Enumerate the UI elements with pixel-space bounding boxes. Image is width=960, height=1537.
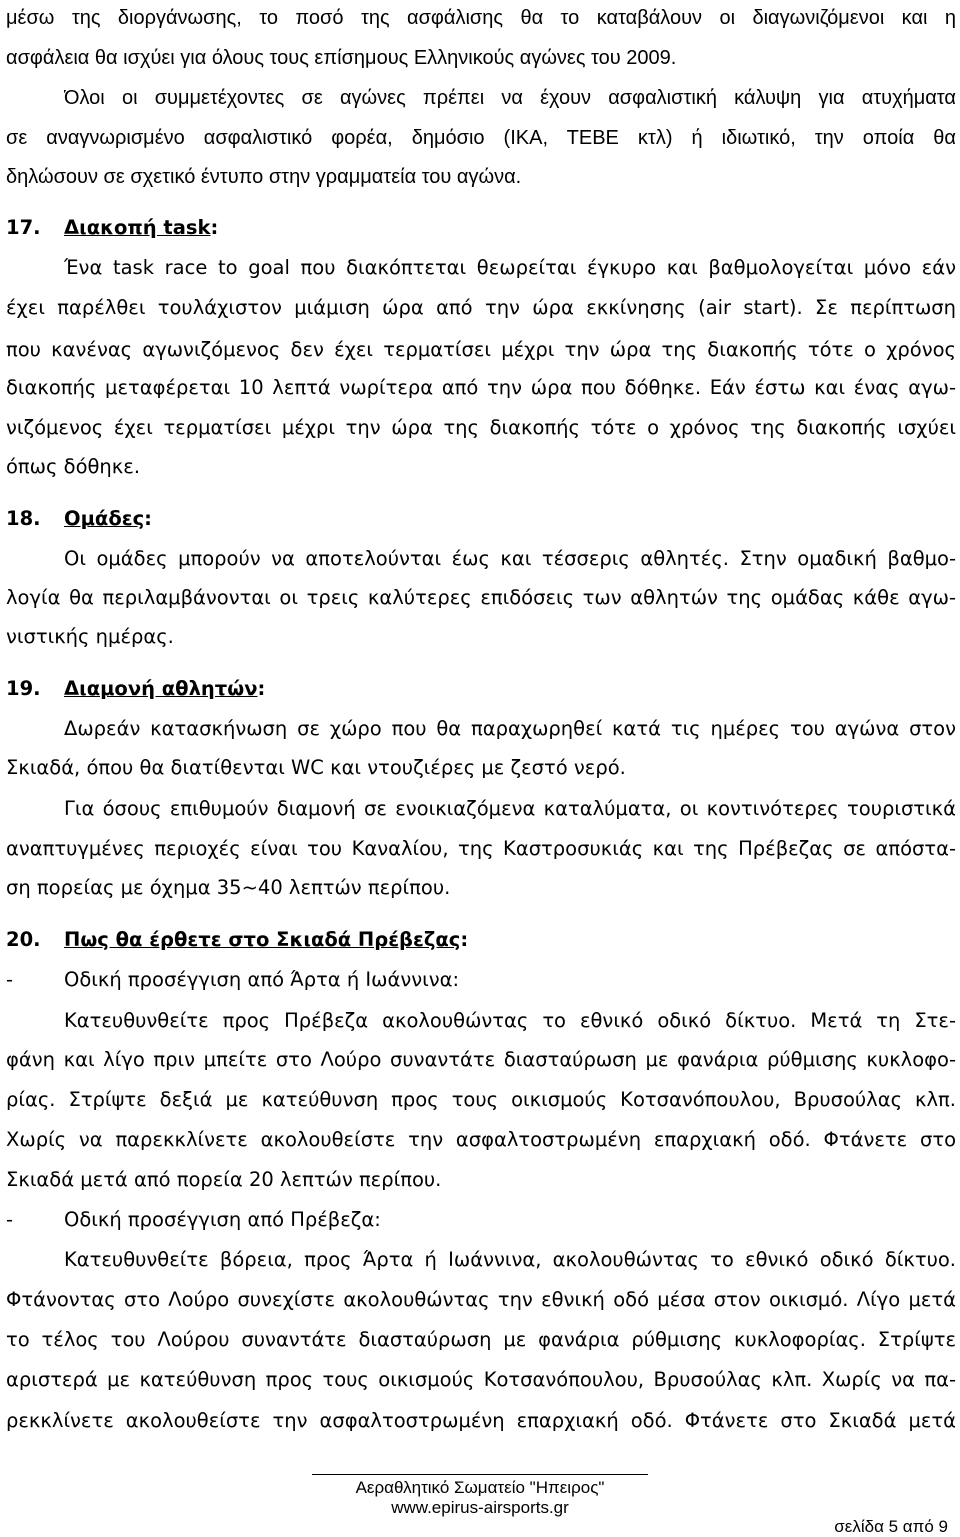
intro-line-2: ασφάλεια θα ισχύει για όλους τους επίσημους Ελληνικούς αγώνες του 2009.	[6, 47, 677, 69]
route-preveza-line-2: Φτάνοντας στο Λούρο συνεχίστε ακολουθώντας την εθνική οδό μέσα στον οικισμό. Λίγο μετά	[6, 1288, 956, 1311]
route-preveza-line-3: το τέλος του Λούρου συναντάτε διασταύρωση με φανάρια ρύθμισης κυκλοφορίας. Στρίψτε	[6, 1328, 956, 1351]
section-title: Διαμονή αθλητών	[64, 677, 258, 700]
route-arta-line-5: Σκιαδά μετά από πορεία 20 λεπτών περίπου.	[6, 1168, 442, 1191]
section-18-heading: 18. Ομάδες:	[6, 507, 152, 530]
intro-line-5: δηλώσουν σε σχετικό έντυπο στην γραμματεία του αγώνα.	[6, 166, 522, 188]
s19-line-4: αναπτυγμένες περιοχές είναι του Καναλίου, της Καστροσυκιάς και της Πρέβεζας σε απόστα-	[6, 837, 956, 860]
route-arta-line-3: ρίας. Στρίψτε δεξιά με κατεύθυνση προς τους οικισμούς Κοτσανόπουλου, Βρυσούλας κλπ.	[6, 1088, 956, 1111]
section-17-heading: 17. Διακοπή task:	[6, 216, 219, 239]
section-number: 20.	[6, 928, 41, 951]
route-preveza-line-4: αριστερά με κατεύθυνση προς τους οικισμούς Κοτσανόπουλου, Βρυσούλας κλπ. Χωρίς να πα-	[6, 1368, 956, 1391]
route-arta-heading: - Οδική προσέγγιση από Άρτα ή Ιωάννινα:	[6, 968, 460, 991]
s18-line-2: λογία θα περιλαμβάνονται οι τρεις καλύτερες επιδόσεις των αθλητών της ομάδας κάθε αγω-	[6, 586, 956, 609]
s17-line-5: νιζόμενος έχει τερματίσει μέχρι την ώρα της διακοπής τότε ο χρόνος της διακοπής ισχύει	[6, 416, 956, 439]
route-arta-line-1: Κατευθυνθείτε προς Πρέβεζα ακολουθώντας το εθνικό οδικό δίκτυο. Μετά τη Στε-	[64, 1009, 956, 1032]
s18-line-1: Οι ομάδες μπορούν να αποτελούνται έως και τέσσερις αθλητές. Στην ομαδική βαθμο-	[64, 547, 956, 570]
s19-line-2: Σκιαδά, όπου θα διατίθενται WC και ντουζιέρες με ζεστό νερό.	[6, 756, 626, 779]
section-20-heading: 20. Πως θα έρθετε στο Σκιαδά Πρέβεζας:	[6, 928, 469, 951]
s19-line-3: Για όσους επιθυμούν διαμονή σε ενοικιαζόμενα καταλύματα, οι κοντινότερες τουριστικά	[64, 797, 956, 820]
s17-line-2: έχει παρέλθει τουλάχιστον μιάμιση ώρα από την ώρα εκκίνησης (air start). Σε περίπτωση	[6, 296, 956, 319]
footer-website-link[interactable]: www.epirus-airsports.gr	[391, 1498, 569, 1517]
s18-line-3: νιστικής ημέρας.	[6, 625, 174, 648]
s17-line-1: Ένα task race to goal που διακόπτεται θεωρείται έγκυρο και βαθμολογείται μόνο εάν	[64, 256, 956, 279]
route-arta-line-4: Χωρίς να παρεκκλίνετε ακολουθείστε την ασφαλτοστρωμένη επαρχιακή οδό. Φτάνετε στο	[6, 1128, 956, 1151]
section-number: 19.	[6, 677, 41, 700]
footer-club-name: Αεραθλητικό Σωματείο "Ηπειρος"	[355, 1478, 605, 1497]
route-preveza-heading: - Οδική προσέγγιση από Πρέβεζα:	[6, 1208, 381, 1231]
section-19-heading: 19. Διαμονή αθλητών:	[6, 677, 266, 700]
intro-line-3: Όλοι οι συμμετέχοντες σε αγώνες πρέπει να έχουν ασφαλιστική κάλυψη για ατυχήματα	[64, 87, 956, 109]
footer-divider	[312, 1474, 648, 1475]
list-dash: -	[6, 968, 14, 991]
route-preveza-line-1: Κατευθυνθείτε βόρεια, προς Άρτα ή Ιωάννινα, ακολουθώντας το εθνικό οδικό δίκτυο.	[64, 1248, 956, 1271]
s19-line-5: ση πορείας με όχημα 35~40 λεπτών περίπου.	[6, 876, 451, 899]
s17-line-6: όπως δόθηκε.	[6, 455, 141, 478]
intro-line-4: σε αναγνωρισμένο ασφαλιστικό φορέα, δημόσιο (ΙΚΑ, ΤΕΒΕ κτλ) ή ιδιωτικό, την οποία θα	[6, 127, 956, 149]
section-number: 17.	[6, 216, 41, 239]
route-arta-line-2: φάνη και λίγο πριν μπείτε στο Λούρο συναντάτε διασταύρωση με φανάρια ρύθμισης κυκλοφο-	[6, 1048, 956, 1071]
s17-line-3: που κανένας αγωνιζόμενος δεν έχει τερματίσει μέχρι την ώρα της διακοπής τότε ο χρόνος	[6, 338, 956, 361]
page-number: σελίδα 5 από 9	[834, 1517, 948, 1536]
intro-line-1: μέσω της διοργάνωσης, το ποσό της ασφάλισης θα το καταβάλουν οι διαγωνιζόμενοι και η	[6, 7, 956, 29]
section-number: 18.	[6, 507, 41, 530]
section-title: Διακοπή task	[64, 216, 211, 239]
s19-line-1: Δωρεάν κατασκήνωση σε χώρο που θα παραχωρηθεί κατά τις ημέρες του αγώνα στον	[64, 717, 956, 740]
list-dash: -	[6, 1208, 14, 1231]
s17-line-4: διακοπής μεταφέρεται 10 λεπτά νωρίτερα από την ώρα που δόθηκε. Εάν έστω και ένας αγω-	[6, 376, 956, 399]
section-title: Ομάδες	[64, 507, 145, 530]
route-preveza-line-5: ρεκκλίνετε ακολουθείστε την ασφαλτοστρωμένη επαρχιακή οδό. Φτάνετε στο Σκιαδά μετά	[6, 1409, 956, 1432]
section-title: Πως θα έρθετε στο Σκιαδά Πρέβεζας	[64, 928, 461, 951]
